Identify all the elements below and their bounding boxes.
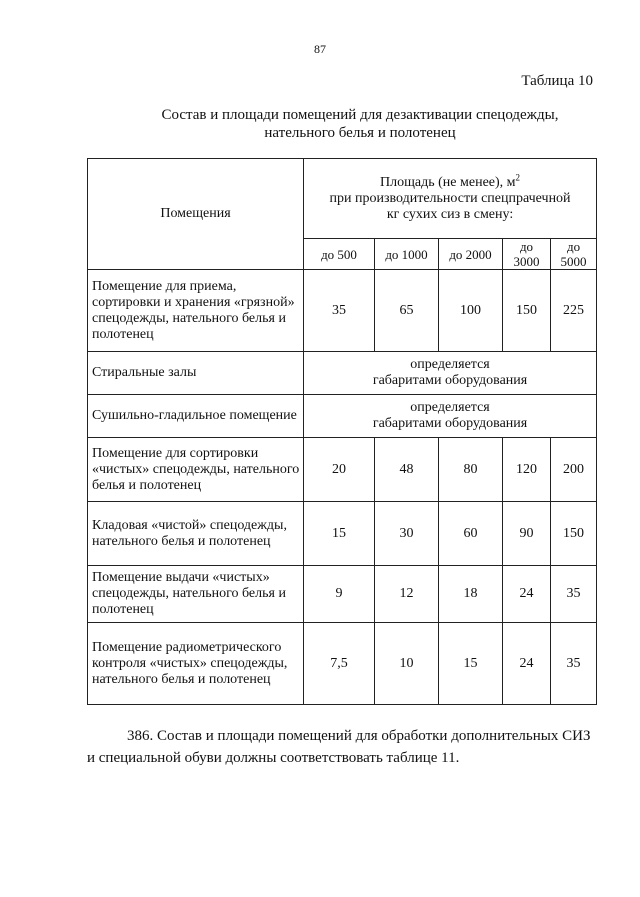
area-header-line-2: при производительности спецпрачечной bbox=[329, 190, 571, 206]
area-note: определяется габаритами оборудования bbox=[304, 395, 597, 438]
room-column-header: Помещения bbox=[88, 159, 304, 270]
area-value: 15 bbox=[304, 502, 375, 566]
area-value: 30 bbox=[375, 502, 439, 566]
paragraph-line-1: 386. Состав и площади помещений для обработки дополнительных СИЗ bbox=[127, 728, 591, 744]
table-label: Таблица 10 bbox=[521, 73, 593, 89]
area-value: 9 bbox=[304, 566, 375, 623]
capacity-header-3: до 2000 bbox=[439, 239, 503, 270]
capacity-header-5: до 5000 bbox=[551, 239, 597, 270]
capacity-header-4: до 3000 bbox=[503, 239, 551, 270]
caption-line-1: Состав и площади помещений для дезактивации спецодежды, bbox=[161, 107, 559, 123]
table-row bbox=[88, 502, 597, 566]
area-value: 90 bbox=[503, 502, 551, 566]
room-name: Сушильно-гладильное помещение bbox=[88, 395, 304, 438]
area-value: 60 bbox=[439, 502, 503, 566]
area-value: 200 bbox=[551, 438, 597, 502]
area-value: 120 bbox=[503, 438, 551, 502]
area-header-superscript: 2 bbox=[515, 171, 521, 182]
area-value: 35 bbox=[304, 270, 375, 352]
paragraph-386 bbox=[87, 725, 596, 769]
table-caption bbox=[150, 106, 570, 142]
area-value: 20 bbox=[304, 438, 375, 502]
area-value: 12 bbox=[375, 566, 439, 623]
area-value: 65 bbox=[375, 270, 439, 352]
area-value: 24 bbox=[503, 566, 551, 623]
area-value: 225 bbox=[551, 270, 597, 352]
table-header-row bbox=[88, 159, 597, 239]
room-name: Помещение выдачи «чистых» спецодежды, нательного белья и полотенец bbox=[88, 566, 304, 623]
area-header-line-1: Площадь (не менее), м bbox=[380, 174, 516, 190]
table-row bbox=[88, 438, 597, 502]
room-name: Помещение для сортировки «чистых» спецодежды, нательного белья и полотенец bbox=[88, 438, 304, 502]
room-name: Стиральные залы bbox=[88, 352, 304, 395]
area-value: 10 bbox=[375, 623, 439, 705]
area-value: 7,5 bbox=[304, 623, 375, 705]
table-row bbox=[88, 566, 597, 623]
area-note: определяется габаритами оборудования bbox=[304, 352, 597, 395]
area-value: 35 bbox=[551, 566, 597, 623]
caption-line-2: нательного белья и полотенец bbox=[264, 125, 456, 141]
area-value: 18 bbox=[439, 566, 503, 623]
area-value: 24 bbox=[503, 623, 551, 705]
area-header-line-3: кг сухих сиз в смену: bbox=[386, 206, 514, 222]
area-value: 15 bbox=[439, 623, 503, 705]
area-value: 150 bbox=[503, 270, 551, 352]
room-name: Кладовая «чистой» спецодежды, нательного белья и полотенец bbox=[88, 502, 304, 566]
table-row bbox=[88, 352, 597, 395]
table-row bbox=[88, 270, 597, 352]
capacity-header-2: до 1000 bbox=[375, 239, 439, 270]
table-row bbox=[88, 395, 597, 438]
room-name: Помещение радиометрического контроля «чистых» спецодежды, нательного белья и полотенец bbox=[88, 623, 304, 705]
area-value: 35 bbox=[551, 623, 597, 705]
table-row bbox=[88, 623, 597, 705]
area-value: 100 bbox=[439, 270, 503, 352]
area-value: 80 bbox=[439, 438, 503, 502]
area-value: 150 bbox=[551, 502, 597, 566]
room-name: Помещение для приема, сортировки и хранения «грязной» спецодежды, нательного белья и полотенец bbox=[88, 270, 304, 352]
capacity-header-1: до 500 bbox=[304, 239, 375, 270]
paragraph-line-2: и специальной обуви должны соответствовать таблице 11. bbox=[87, 750, 460, 766]
area-value: 48 bbox=[375, 438, 439, 502]
area-column-header bbox=[304, 159, 597, 239]
area-table bbox=[87, 158, 597, 705]
page-number: 87 bbox=[314, 42, 326, 56]
